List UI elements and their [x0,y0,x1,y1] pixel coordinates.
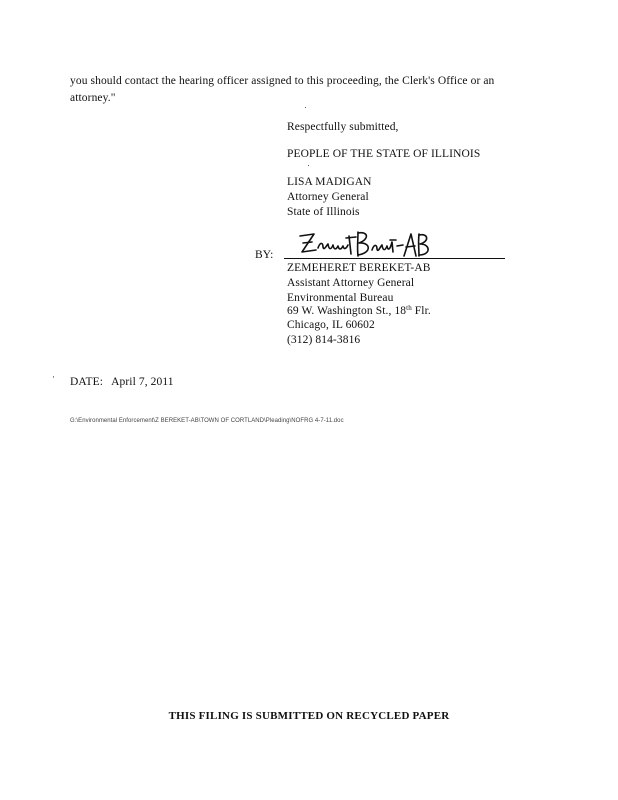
body-text-line: you should contact the hearing officer assigned to this proceeding, the Clerk's Office or an [70,75,495,87]
signer-address-line-1 [287,304,431,318]
signer-name: ZEMEHERET BEREKET-AB [287,262,431,274]
scan-speck [305,107,306,108]
party-name: PEOPLE OF THE STATE OF ILLINOIS [287,148,481,160]
attorney-general-title: Attorney General [287,191,369,203]
date-label: DATE: [70,376,104,388]
body-text-line: attorney." [70,92,116,104]
signer-bureau: Environmental Bureau [287,292,394,304]
recycled-paper-note: THIS FILING IS SUBMITTED ON RECYCLED PAPER [168,710,450,722]
attorney-general-state: State of Illinois [287,206,360,218]
signer-address-line-2: Chicago, IL 60602 [287,319,375,331]
signer-title: Assistant Attorney General [287,277,415,289]
attorney-general-name: LISA MADIGAN [287,176,372,188]
scan-speck [308,165,309,166]
closing-text: Respectfully submitted, [287,121,399,133]
file-path: G:\Environmental Enforcement\Z BEREKET-AB\TOWN OF CORTLAND\Pleading\NOFRG 4-7-11.doc [70,418,344,424]
signer-phone: (312) 814-3816 [287,334,361,346]
signature-line [284,258,505,259]
address-ordinal-suffix: th [406,304,412,312]
margin-mark: · [52,372,55,382]
address-street: 69 W. Washington St., 18 [287,305,407,317]
address-floor: Flr. [411,305,431,317]
date-row [70,375,174,389]
by-label: BY: [255,249,274,261]
date-value: April 7, 2011 [111,376,174,388]
